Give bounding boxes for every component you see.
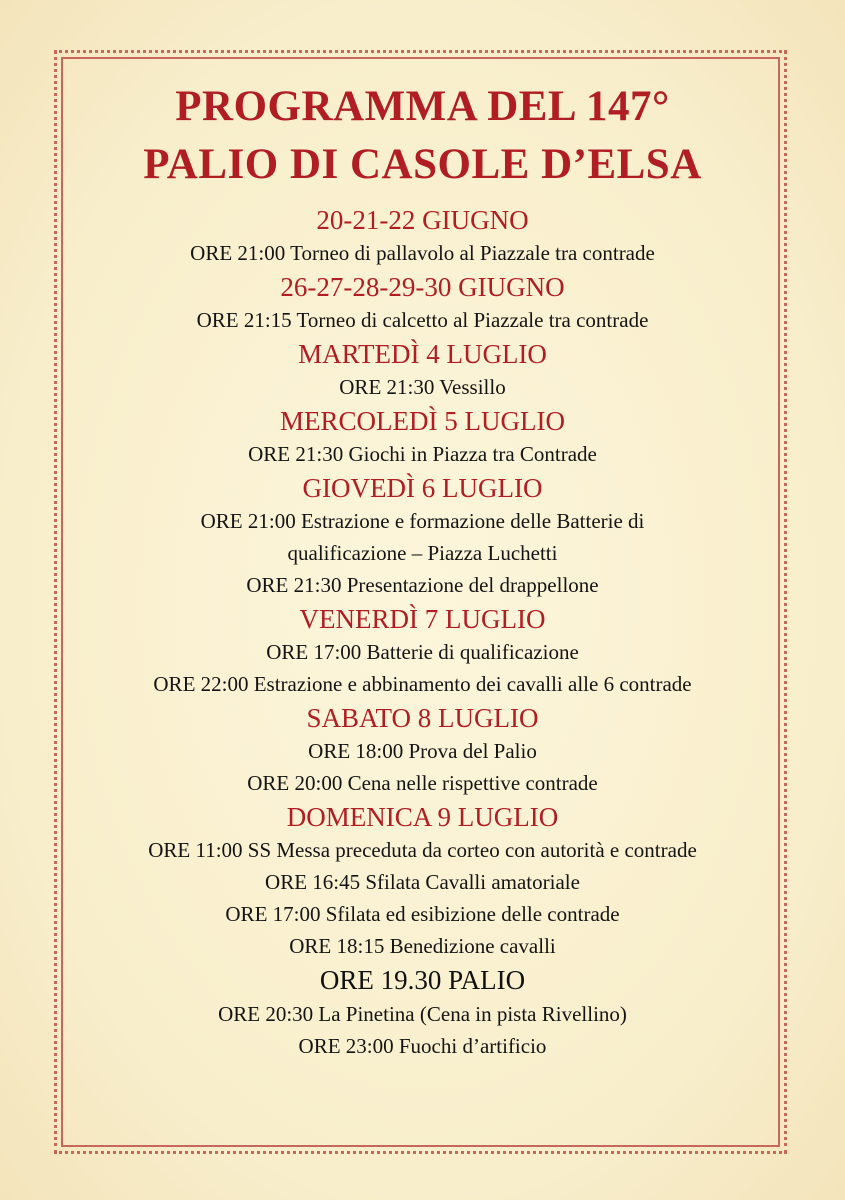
day-heading: MARTEDÌ 4 LUGLIO [298,339,547,369]
day-heading: VENERDÌ 7 LUGLIO [299,604,546,634]
palio-highlight: ORE 19.30 PALIO [319,965,526,995]
event-line: ORE 21:30 Presentazione del drappellone [246,573,599,597]
event-line: ORE 18:15 Benedizione cavalli [289,934,556,958]
event-line: ORE 20:30 La Pinetina (Cena in pista Rivellino) [218,1002,627,1026]
poster-content [62,78,783,1062]
event-line: ORE 21:00 Torneo di pallavolo al Piazzale tra contrade [190,241,655,265]
event-line: ORE 17:00 Sfilata ed esibizione delle contrade [225,902,620,926]
event-line: ORE 21:30 Giochi in Piazza tra Contrade [248,442,597,466]
poster-title [62,78,783,194]
event-line: ORE 16:45 Sfilata Cavalli amatoriale [265,870,580,894]
event-line: ORE 21:00 Estrazione e formazione delle Batterie di [200,509,645,533]
event-line: ORE 22:00 Estrazione e abbinamento dei cavalli alle 6 contrade [153,672,692,696]
day-heading: 26-27-28-29-30 GIUGNO [280,272,565,302]
day-heading: DOMENICA 9 LUGLIO [286,802,559,832]
event-line: qualificazione – Piazza Luchetti [287,541,558,565]
event-line: ORE 11:00 SS Messa preceduta da corteo con autorità e contrade [148,838,697,862]
event-line: ORE 20:00 Cena nelle rispettive contrade [247,771,598,795]
day-heading: SABATO 8 LUGLIO [306,703,539,733]
day-heading: 20-21-22 GIUGNO [316,205,529,235]
schedule [62,204,783,1062]
event-line: ORE 21:15 Torneo di calcetto al Piazzale tra contrade [196,308,649,332]
title-line-1: PROGRAMMA DEL 147° [175,83,670,130]
event-line: ORE 18:00 Prova del Palio [308,739,537,763]
event-line: ORE 23:00 Fuochi d’artificio [298,1034,547,1058]
event-line: ORE 21:30 Vessillo [339,375,506,399]
day-heading: GIOVEDÌ 6 LUGLIO [302,473,543,503]
day-heading: MERCOLEDÌ 5 LUGLIO [280,406,565,436]
event-line: ORE 17:00 Batterie di qualificazione [266,640,579,664]
title-line-2: PALIO DI CASOLE D’ELSA [143,141,702,188]
